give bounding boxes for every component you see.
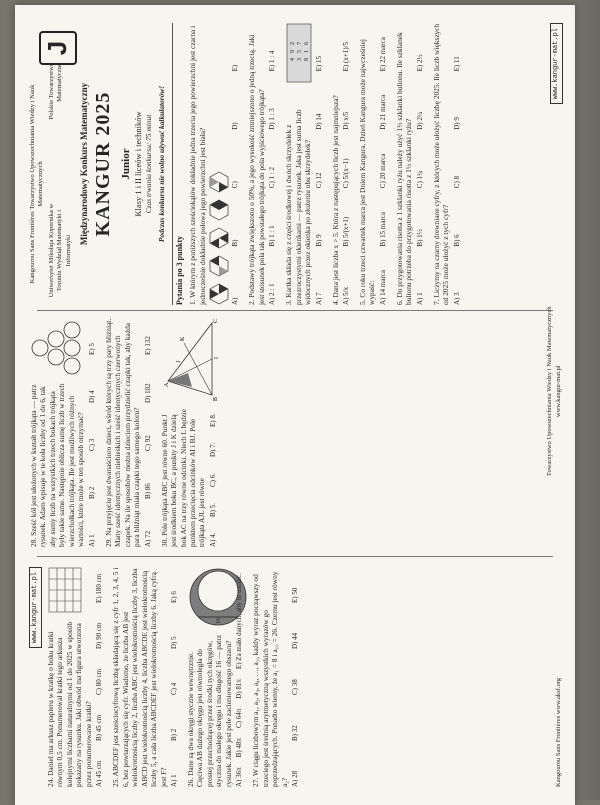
hexagon-d-icon — [209, 199, 229, 221]
category-name: Junior — [120, 148, 133, 180]
svg-text:4: 4 — [290, 58, 297, 61]
svg-text:2: 2 — [290, 42, 297, 45]
svg-text:5: 5 — [297, 50, 304, 53]
triangle-abc-figure — [162, 317, 218, 403]
contest-subtitle: Międzynarodowy Konkurs Matematyczny — [79, 82, 90, 246]
hexagon-c-icon — [209, 227, 229, 249]
svg-text:3: 3 — [297, 58, 304, 61]
question-3: 4 9 2 3 5 7 8 1 6 3. Kartka składa się z części środkowej i dwóch skrzydełek z przezroczystymi okienkami — patrz rysunek. Jaka jest suma liczb widocznych przez okienka po złożeniu obu skrzydełek? A) 7 B) 9 C) 12 D) 14 E) 15 — [284, 23, 323, 305]
org-center: Kangourou Sans Frontières Towarzystwo Upowszechniania Wiedzy i Nauk Matematycznych — [29, 84, 45, 284]
footer-center: Towarzystwo Upowszechniania Wiedzy i Nauk Matematycznych www.kangur-mat.pl — [546, 306, 562, 477]
svg-text:8: 8 — [304, 58, 311, 61]
svg-text:6: 6 — [304, 42, 311, 45]
answers-30: A) 4. B) 5. C) 6. D) 7. E) 8. — [208, 413, 217, 547]
question-1: 1. W którym z poniższych sześciokątów dokładnie jedna trzecia jego powierzchni jest czarna i jednocześnie dokładnie połowa jego powierzchni jest biała? A) B) C) D) E) — [188, 23, 240, 305]
answers-28: A) 1 B) 2 C) 3 D) 4 E) 5 — [87, 343, 96, 547]
question-28: 28. Sześć kół jest ułożonych w kształt trójkąta — patrz rysunek. Adam wpisuje w te koła liczby od 1 do 6, tak aby sumy liczb na wszystkich trzech bokach trójkąta były takie same. Następnie oblicza sumę liczb w trzech wierzchołkach trójkąta. Ile jest możliwych różnych wartości, które może w ten sposób otrzymać? A) 1 B) 2 C) 3 D) 4 E) 5 — [29, 317, 97, 547]
svg-text:1: 1 — [304, 50, 311, 53]
category-letter-box: J — [39, 31, 77, 65]
footer-url-box: www.kangur-mat.pl — [550, 23, 563, 104]
label-j: J — [175, 360, 182, 363]
exam-sheet — [15, 5, 575, 805]
question-5: 5. Co roku trzeci czwartek marca jest Dniem Kangura. Dzień Kangura może najwcześniej wypaść: A) 14 marca B) 15 marca C) 20 marca D) 21 marca E) 22 marca — [358, 23, 388, 305]
six-circles-triangle-figure — [31, 317, 83, 379]
column-questions-24-30 — [29, 567, 561, 787]
hexagon-e-icon — [209, 171, 229, 193]
label-a: A — [163, 382, 170, 387]
question-25: 25. ABCDEF jest sześciocyfrową liczbą składającą się z cyfr 1, 2, 3, 4, 5 i 6, bez powtarzających się cyfr. Wiadomo, że liczba AB jest wielokrotnością liczby 2, liczba ABC jest wielokrotnością liczby 3, liczba ABCD jest wielokrotnością liczby 4, liczba ABCDE jest wielokrotnością liczby 5, a cała liczba ABCDEF jest wielokrotnością liczby 6. Jaką cyfrą jest F? A) 1 B) 2 C) 4 D) 5 E) 6 — [111, 567, 179, 787]
question-30: A B C K J I 30. Pole trójkąta ABC jest równe 60. Punkt J jest środkiem boku BC, a punkty J i K dzielą bok AC na trzy równe odcinki. Niech L będzie punktem przecięcia odcinków AI i BJ. Pole trójkąta AJL jest równe A) 4. B) 5. C) 6. D) 7. E) 8. — [159, 318, 220, 547]
label-k: K — [179, 336, 186, 341]
org-right: Polskie Towarzystwo Matematyczne — [47, 63, 64, 120]
answers-26: A) 36π B) 48π C) 64π D) 81π E) Za mało danych, aby to ustalić. — [235, 573, 244, 787]
classes-label: Klasy 1 i II liceów i techników — [133, 111, 144, 217]
numbered-grid-figure — [48, 567, 82, 613]
answers-7: A) 3 B) 6 C) 8 D) 9 E) 11 — [452, 56, 461, 305]
column-header-questions-1-7 — [29, 23, 561, 305]
answers-27: A) 28 B) 32 C) 38 D) 44 E) 50 — [291, 587, 300, 787]
window-card-figure — [286, 23, 312, 83]
answers-3: A) 7 B) 9 C) 12 D) 14 E) 15 — [314, 56, 323, 305]
column-questions-28-30 — [29, 317, 561, 547]
answers-29: A) 72 B) 86 C) 92 D) 102 E) 132 — [143, 336, 152, 547]
organizers — [29, 63, 73, 305]
page-footer — [546, 23, 563, 787]
question-4: 4. Dana jest liczba x > 5. Która z następujących liczb jest najmniejsza? A) 5/x B) 5/(x+1) C) 5/(x−1) D) x/5 E) (x+1)/5 — [331, 23, 351, 305]
svg-text:9: 9 — [290, 50, 297, 53]
answers-1: A) B) C) D) E) — [231, 64, 240, 305]
hexagon-a-icon — [209, 283, 229, 305]
column-divider-2 — [37, 310, 553, 311]
answers-25: A) 1 B) 2 C) 4 D) 5 E) 6 — [170, 591, 179, 787]
answers-6: A) 1 B) 1½ C) 1¾ D) 2¼ E) 2½ — [415, 54, 424, 305]
question-26: 16 26. Dane są dwa okręgi styczne wewnętrznie. Cięciwa AB dużego okręgu jest równoległa do prostej przechodzącej przez środki tych okręgów, styczna do małego okręgu i ma długość 16 — patrz rysunek. Jakie jest pole zacieniowanego obszaru? A) 36π B) 48π C) 64π D) 81π E) Za mało danych, aby to ustalić. — [186, 567, 244, 787]
question-27: 27. W ciągu liczbowym a₁, a₂, a₃, a₄, …, a₁₀ każdy wyraz począwszy od trzeciego jest średnią arytmetyczną wszystkich wyrazów go poprzedzających. Ponadto wiemy, że a₁ = 8 i a₁₀ = 26. Czemu jest równy a₂? A) 28 B) 32 C) 38 D) 44 E) 50 — [251, 567, 300, 787]
contest-title: KANGUR 2025 — [91, 91, 114, 237]
label-c: C — [212, 318, 219, 323]
answers-24: A) 45 cm B) 45 cm C) 80 cm D) 90 cm E) 180 cm — [95, 573, 104, 787]
answers-5: A) 14 marca B) 15 marca C) 20 marca D) 21 marca E) 22 marca — [378, 37, 387, 305]
label-i: I — [213, 357, 220, 359]
question-2: 2. Podstawy trójkąta zwiększono o 50%, a jego wysokość zmniejszono o jedną trzecią. Jaki jest stosunek pola tak powstałego trójkąta do pola wyjściowego trójkąta? A) 2 : 1 B) 1 : 1 C) 1 : 2 D) 1 : 3 E) 1 : 4 — [247, 23, 277, 305]
hexagon-b-icon — [209, 255, 229, 277]
answers-4: A) 5/x B) 5/(x+1) C) 5/(x−1) D) x/5 E) (x+1)/5 — [342, 41, 351, 305]
duration-label: Czas trwania konkursu: 75 minut — [144, 114, 154, 214]
question-7: 7. Liczymy na czarny drewniane cyfry, z których może ułożyć liczbę 2025. Ile liczb większych od 2025 może ułożyć z tych cyfr? A) 3 B) 6 C) 8 D) 9 E) 11 — [431, 23, 461, 305]
section-title: Pytania po 3 punkty — [172, 23, 185, 305]
column-divider-1 — [37, 556, 553, 557]
svg-text:7: 7 — [297, 42, 304, 45]
hexagon-options — [209, 23, 229, 305]
question-29: 29. Na przyjęciu jest dwanaścioro dzieci, wśród których są trzy pary bliźniąt. Many sześć identycznych niebieskich i sześć identycznych czerwonych czapek. Na ile sposobów można dzieciom przydzielić czapki tak, aby każda para bliźniąt miała czapki tego samego koloru? A) 72 B) 86 C) 92 D) 102 E) 132 — [103, 318, 152, 547]
site-url-box: www.kangur-mat.pl — [29, 567, 42, 648]
calculator-warning: Podczas konkursu nie wolno używać kalkulatorów! — [156, 85, 166, 243]
footer-left: Kangourou Sans Frontières www.aksf.org — [554, 677, 562, 787]
chord-length-label: 16 — [216, 618, 223, 624]
answers-2: A) 2 : 1 B) 1 : 1 C) 1 : 2 D) 1 : 3 E) 1 : 4 — [268, 50, 277, 305]
question-6: 6. Do przygotowania risotta z 1 szklanki ryżu należy użyć 1⅓ szklanki bulionu. Ile szklanek bulionu potrzeba do przygotowania risotta z 1½ szklanki ryżu? A) 1 B) 1½ C) 1¾ D) 2¼ E) 2½ — [395, 23, 425, 305]
question-24: 24. Daniel ma arkusz papieru w kratkę o boku kratki równym 0,5 cm. Ponumerował kratki tego arkusza kolejnymi liczbami naturalnymi od 1 do 2025 w sposób pokazany na rysunku. Jaki obwód ma figura utworzona przez ponumerowane kratki? A) 45 cm B) 45 cm C) 80 cm D) 90 cm E) 180 cm — [46, 567, 104, 787]
label-b: B — [212, 396, 219, 401]
org-left: Uniwersytet Mikołaja Kopernika w Toruniu Wydział Matematyki i Informatyki — [47, 203, 72, 298]
